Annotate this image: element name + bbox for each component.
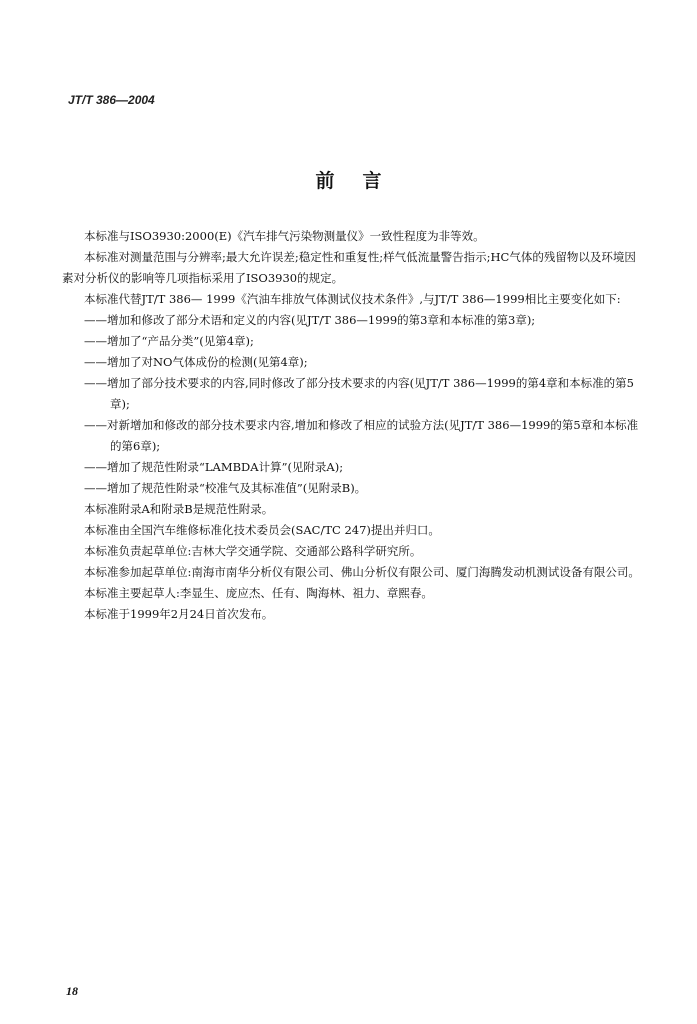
page-number: 18 — [66, 984, 78, 998]
change-item-2: ——增加了“产品分类”(见第4章); — [84, 334, 254, 348]
change-item-4: ——增加了部分技术要求的内容,同时修改了部分技术要求的内容(见JT/T 386—1999的第4章和本标准的第5章); — [84, 376, 634, 411]
change-item-7: ——增加了规范性附录“校准气及其标准值”(见附录B)。 — [84, 481, 367, 495]
paragraph-drafters: 本标准主要起草人:李显生、庞应杰、任有、陶海林、祖力、章熙春。 — [84, 586, 433, 600]
change-item-1: ——增加和修改了部分术语和定义的内容(见JT/T 386—1999的第3章和本标准的第3章); — [84, 313, 536, 327]
paragraph-adopted-specs: 本标准对测量范围与分辨率;最大允许误差;稳定性和重复性;样气低流量警告指示;HC气体的残留物以及环境因素对分析仪的影响等几项指标采用了ISO3930的规定。 — [62, 250, 636, 285]
paragraph-equivalence: 本标准与ISO3930:2000(E)《汽车排气污染物测量仪》一致性程度为非等效。 — [84, 229, 485, 243]
paragraph-replaces: 本标准代替JT/T 386— 1999《汽油车排放气体测试仪技术条件》,与JT/T 386—1999相比主要变化如下: — [84, 292, 621, 306]
paragraph-drafting-unit: 本标准负责起草单位:吉林大学交通学院、交通部公路科学研究所。 — [84, 544, 422, 558]
foreword-body — [62, 226, 644, 625]
paragraph-participating-units: 本标准参加起草单位:南海市南华分析仪有限公司、佛山分析仪有限公司、厦门海腾发动机测试设备有限公司。 — [84, 565, 640, 579]
paragraph-first-release: 本标准于1999年2月24日首次发布。 — [84, 607, 274, 621]
paragraph-annex-note: 本标准附录A和附录B是规范性附录。 — [84, 502, 274, 516]
change-item-5: ——对新增加和修改的部分技术要求内容,增加和修改了相应的试验方法(见JT/T 386—1999的第5章和本标准的第6章); — [84, 418, 639, 453]
paragraph-proposer: 本标准由全国汽车维修标准化技术委员会(SAC/TC 247)提出并归口。 — [84, 523, 440, 537]
page-title: 前言 — [315, 170, 410, 192]
change-item-3: ——增加了对NO气体成份的检测(见第4章); — [84, 355, 308, 369]
change-item-6: ——增加了规范性附录“LAMBDA计算”(见附录A); — [84, 460, 344, 474]
document-code-header: JT/T 386—2004 — [68, 93, 155, 107]
